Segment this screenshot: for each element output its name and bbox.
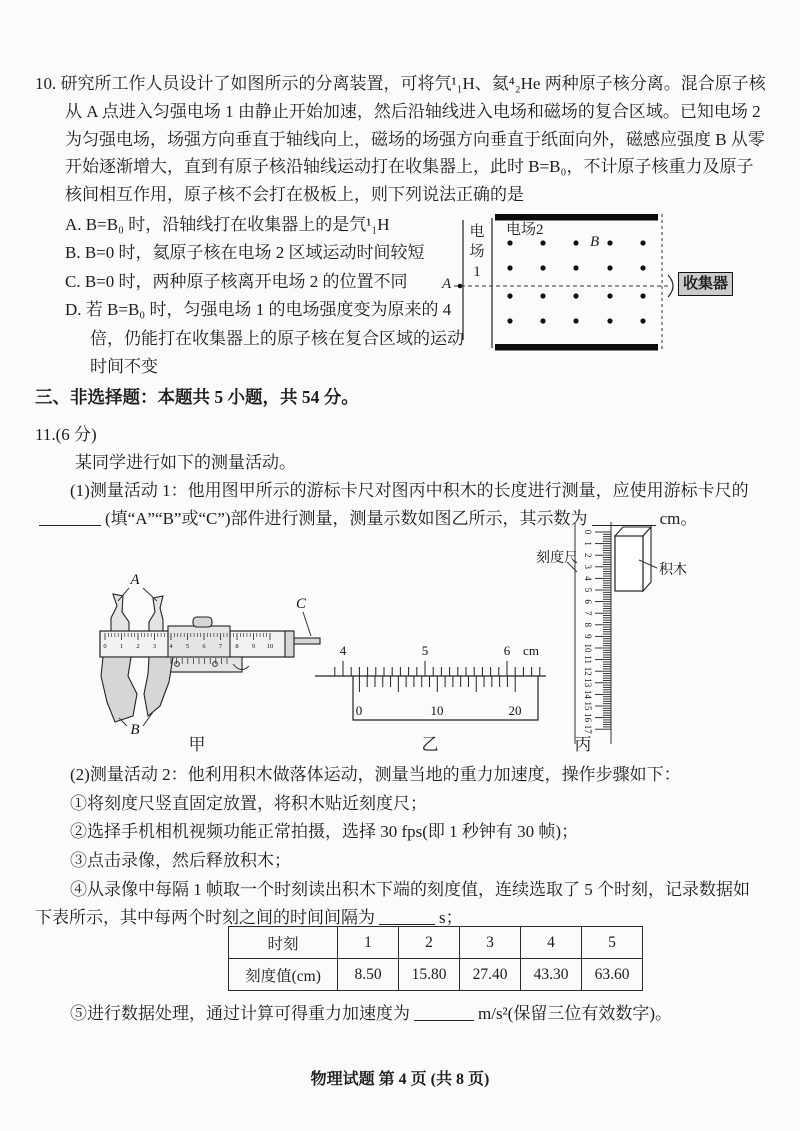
point-a-dot [458, 284, 463, 289]
bottom-plate [495, 344, 658, 351]
svg-text:10: 10 [266, 643, 274, 650]
page-footer: 物理试题 第 4 页 (共 8 页) [310, 1071, 490, 1088]
point-a-label: A [442, 276, 452, 292]
main-scale-unit: cm [523, 643, 539, 658]
q11-part2: (2)测量活动 2：他利用积木做落体运动，测量当地的重力加速度，操作步骤如下： [70, 765, 681, 784]
label-a-leaders [118, 588, 157, 601]
question-10-options [65, 211, 485, 381]
table-data-row [229, 959, 643, 991]
svg-text:1: 1 [583, 541, 593, 546]
q10-option-d-cont: 倍，仍能打在收集器上的原子核在复合区域的运动 [90, 328, 464, 348]
svg-text:12: 12 [583, 666, 593, 676]
caliper-label-b: B [130, 722, 140, 736]
table-cell: 4 [521, 927, 582, 959]
q11-step-3: ③点击录像，然后释放积木； [70, 851, 291, 870]
q11-number: 11.(6 分) [35, 425, 97, 444]
field1-label: 电场1 [469, 224, 485, 280]
svg-text:0: 0 [583, 529, 593, 535]
figures-row [35, 518, 770, 760]
svg-text:1: 1 [119, 643, 124, 650]
table-cell: 27.40 [460, 959, 521, 991]
table-cell: 43.30 [521, 959, 582, 991]
svg-text:16: 16 [583, 713, 593, 723]
step5-unit: m/s²(保留三位有效数字)。 [478, 1004, 672, 1023]
ruler-numbers [583, 530, 593, 734]
q10-option-d-cont: 时间不变 [90, 357, 158, 377]
data-table-wrap [228, 926, 643, 991]
question-10-body [35, 70, 775, 209]
q11-part1-line2-text: (填“A”“B”或“C”)部件进行测量，测量示数如图乙所示，其示数为 [105, 509, 588, 528]
field2-label: 电场2 [506, 222, 544, 238]
caliper-label-c: C [295, 596, 307, 612]
q11-step-5 [70, 1000, 672, 1028]
step4-text: 下表所示，其中每两个时刻之间的时间间隔为 [35, 908, 375, 927]
table-cell: 5 [582, 927, 643, 959]
svg-text:8: 8 [583, 622, 593, 628]
q10-line: 从 A 点进入匀强电场 1 由静止开始加速，然后沿轴线进入电场和磁场的复合区域。已知电场 2 [65, 101, 761, 121]
beam-end-cap [285, 631, 294, 657]
svg-text:5: 5 [583, 587, 593, 593]
table-cell: 8.50 [338, 959, 399, 991]
ruler-ticks [595, 532, 611, 729]
step4-unit: s； [439, 908, 463, 927]
svg-text:11: 11 [583, 655, 593, 664]
svg-text:9: 9 [251, 643, 256, 650]
table-cell: 1 [338, 927, 399, 959]
vernier-number: 10 [430, 703, 444, 718]
q10-line: 开始逐渐增大，直到有原子核沿轴线运动打在收集器上，此时 B=B₀，不计原子核重力及原子 [65, 157, 754, 177]
q10-line: 10. 研究所工作人员设计了如图所示的分离装置，可将氕¹₁H、氦⁴₂He 两种原子核分离。混合原子核 [35, 74, 766, 93]
svg-text:6: 6 [202, 643, 206, 650]
figure-yi-vernier-reading [313, 638, 548, 735]
q11-part1-line2-unit: cm。 [659, 509, 698, 528]
figure-jia-caliper [65, 554, 330, 736]
vernier-number: 0 [355, 703, 363, 718]
label-c-leader [303, 612, 311, 636]
svg-text:4: 4 [583, 576, 593, 581]
collector-box: 收集器 [678, 272, 733, 296]
svg-text:10: 10 [583, 643, 593, 653]
table-cell: 时刻 [229, 927, 338, 959]
q10-option-c: C. B=0 时，两种原子核离开电场 2 的位置不同 [65, 271, 408, 291]
q10-line: 核间相互作用，原子核不会打在极板上，则下列说法正确的是 [65, 185, 524, 205]
table-cell: 63.60 [582, 959, 643, 991]
svg-text:6: 6 [583, 599, 593, 604]
magnetic-field-dots [507, 240, 645, 323]
svg-text:8: 8 [235, 643, 239, 650]
table-cell: 3 [460, 927, 521, 959]
data-table [228, 926, 643, 991]
answer-blank-gravity [414, 1005, 474, 1021]
q11-part1-line1: (1)测量活动 1：他用图甲所示的游标卡尺对图丙中积木的长度进行测量，应使用游标卡尺的 [70, 481, 749, 500]
svg-text:13: 13 [583, 678, 593, 688]
caption-yi: 乙 [421, 735, 439, 754]
main-scale-number: 6 [503, 643, 511, 658]
block-side-face [643, 527, 651, 591]
q10-field-diagram [440, 206, 795, 361]
q11-step-4-line1: ④从录像中每隔 1 帧取一个时刻读出积木下端的刻度值，连续选取了 5 个时刻，记录数据如 [70, 880, 750, 899]
upper-fixed-jaw [111, 594, 129, 631]
section-3-header: 三、非选择题：本题共 5 小题，共 54 分。 [35, 387, 359, 407]
table-cell: 15.80 [399, 959, 460, 991]
svg-text:7: 7 [218, 643, 223, 650]
q11-step-1: ①将刻度尺竖直固定放置，将积木贴近刻度尺； [70, 794, 427, 813]
figure-bing-ruler-block [535, 520, 700, 752]
lower-sliding-jaw [144, 657, 173, 716]
q10-line: 为匀强电场，场强方向垂直于轴线向上，磁场的场强方向垂直于纸面向外，磁感应强度 B 从零 [65, 129, 765, 149]
caption-bing: 丙 [574, 735, 592, 754]
main-scale-number: 5 [421, 643, 429, 658]
q10-option-d: D. 若 B=B₀ 时，匀强电场 1 的电场强度变为原来的 4 [65, 300, 452, 320]
table-header-row [229, 927, 643, 959]
svg-text:17: 17 [583, 724, 593, 734]
svg-text:2: 2 [583, 552, 593, 558]
svg-text:3: 3 [583, 564, 593, 570]
thumb-screw [193, 617, 212, 627]
upper-sliding-jaw [149, 596, 163, 631]
block-label: 积木 [659, 563, 687, 578]
table-cell: 刻度值(cm) [229, 959, 338, 991]
block-front-face [615, 536, 643, 591]
vernier-number: 20 [508, 703, 522, 718]
lower-fixed-jaw [101, 657, 137, 722]
collector-opening-arc [668, 275, 673, 297]
q11-intro: 某同学进行如下的测量活动。 [75, 453, 296, 472]
svg-text:7: 7 [583, 610, 593, 616]
q10-option-b: B. B=0 时，氦原子核在电场 2 区域运动时间较短 [65, 243, 425, 263]
svg-text:2: 2 [136, 643, 140, 650]
q10-option-a: A. B=B₀ 时，沿轴线打在收集器上的是氕¹₁H [65, 215, 390, 234]
main-scale-number: 4 [339, 643, 347, 658]
caption-jia: 甲 [188, 735, 206, 754]
svg-text:4: 4 [169, 643, 173, 650]
ruler-label: 刻度尺 [536, 551, 578, 566]
q10-diagram-svg [440, 206, 795, 361]
svg-text:15: 15 [583, 701, 593, 711]
field-b-label: B [590, 234, 600, 250]
svg-text:14: 14 [583, 689, 593, 699]
svg-text:5: 5 [185, 643, 190, 650]
q11-step-2: ②选择手机相机视频功能正常拍摄，选择 30 fps(即 1 秒钟有 30 帧)； [70, 822, 579, 841]
svg-text:0: 0 [103, 643, 107, 650]
svg-text:9: 9 [583, 634, 593, 639]
table-cell: 2 [399, 927, 460, 959]
svg-text:3: 3 [152, 643, 157, 650]
caliper-label-a: A [130, 572, 140, 588]
step5-text: ⑤进行数据处理，通过计算可得重力加速度为 [70, 1004, 410, 1023]
answer-blank-interval [379, 909, 435, 925]
